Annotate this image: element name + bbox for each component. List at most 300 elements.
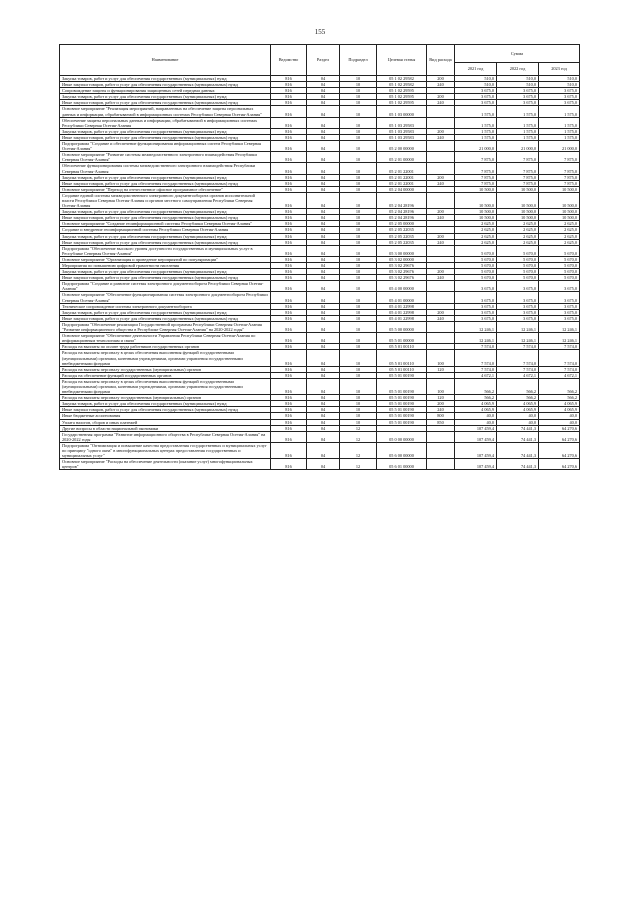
row-expense-type — [427, 333, 455, 344]
row-subsection: 10 — [340, 269, 377, 275]
row-section: 04 — [307, 281, 340, 292]
row-name: Основное мероприятие "Расходы на обеспечение деятельности (оказание услуг) многофункциональных центров" — [60, 459, 271, 470]
table-row — [60, 163, 580, 174]
row-section: 04 — [307, 315, 340, 321]
row-sum-2021: 40,0 — [455, 419, 497, 425]
row-sum-2022: 7 574,0 — [497, 350, 539, 366]
table-row — [60, 292, 580, 303]
row-subsection: 10 — [340, 221, 377, 227]
row-department: 816 — [271, 163, 307, 174]
row-target-item: 05 5 01 00110 — [377, 350, 427, 366]
row-expense-type — [427, 292, 455, 303]
row-department: 816 — [271, 245, 307, 256]
row-department: 816 — [271, 431, 307, 442]
row-expense-type: 100 — [427, 350, 455, 366]
row-section: 04 — [307, 76, 340, 82]
row-subsection: 10 — [340, 215, 377, 221]
row-subsection: 10 — [340, 281, 377, 292]
row-sum-2021: 1 575,0 — [455, 117, 497, 128]
row-sum-2023: 5 670,0 — [539, 256, 580, 262]
row-expense-type — [427, 431, 455, 442]
row-name: Расходы на выплаты персоналу государственных (муниципальных) органов — [60, 366, 271, 372]
row-sum-2023: 5 670,0 — [539, 269, 580, 275]
row-name: Закупка товаров, работ и услуг для обеспечения государственных (муниципальных) нужд — [60, 76, 271, 82]
row-name: Иные закупки товаров, работ и услуг для обеспечения государственных (муниципальных) нужд — [60, 407, 271, 413]
row-subsection: 10 — [340, 134, 377, 140]
row-expense-type — [427, 117, 455, 128]
row-department: 816 — [271, 263, 307, 269]
row-sum-2023: 1 575,0 — [539, 106, 580, 117]
row-name: Иные закупки товаров, работ и услуг для обеспечения государственных (муниципальных) нужд — [60, 82, 271, 88]
row-sum-2023: 566,2 — [539, 395, 580, 401]
row-target-item: 05 3 02 29676 — [377, 263, 427, 269]
table-row — [60, 321, 580, 332]
row-target-item: 05 2 05 00000 — [377, 221, 427, 227]
row-subsection: 10 — [340, 163, 377, 174]
row-expense-type: 240 — [427, 239, 455, 245]
row-sum-2023: 7 875,0 — [539, 152, 580, 163]
row-sum-2023: 5 670,0 — [539, 263, 580, 269]
row-department: 816 — [271, 315, 307, 321]
row-name: Иные закупки товаров, работ и услуг для обеспечения государственных (муниципальных) нужд — [60, 180, 271, 186]
row-sum-2021: 10 500,0 — [455, 209, 497, 215]
row-target-item: 05 2 01 22001 — [377, 180, 427, 186]
row-sum-2021: 3 675,0 — [455, 315, 497, 321]
row-section: 04 — [307, 350, 340, 366]
row-sum-2021: 3 675,0 — [455, 309, 497, 315]
row-subsection: 10 — [340, 186, 377, 192]
row-department: 816 — [271, 395, 307, 401]
row-department: 816 — [271, 269, 307, 275]
row-section: 04 — [307, 366, 340, 372]
row-department: 816 — [271, 76, 307, 82]
row-section: 04 — [307, 221, 340, 227]
table-row — [60, 378, 580, 394]
row-name: Создание единой системы межведомственного электронного документооборота органов исполнительной власти Республики Северная Осетия-Алания и органов местного самоуправления Республики Северная Осетия-Алания — [60, 192, 271, 208]
row-target-item: 05 2 05 22035 — [377, 233, 427, 239]
row-sum-2021: 7 875,0 — [455, 174, 497, 180]
row-department: 816 — [271, 88, 307, 94]
row-sum-2023: 21 000,0 — [539, 141, 580, 152]
row-sum-2022: 7 875,0 — [497, 163, 539, 174]
row-target-item: 05 5 01 00190 — [377, 401, 427, 407]
row-sum-2022: 7 574,0 — [497, 344, 539, 350]
row-department: 816 — [271, 227, 307, 233]
row-department: 816 — [271, 215, 307, 221]
row-target-item: 05 5 01 00000 — [377, 333, 427, 344]
table-row — [60, 459, 580, 470]
row-subsection: 12 — [340, 425, 377, 431]
row-department: 816 — [271, 100, 307, 106]
row-department: 816 — [271, 128, 307, 134]
row-department: 816 — [271, 221, 307, 227]
table-body — [60, 76, 580, 470]
row-subsection: 10 — [340, 152, 377, 163]
row-target-item: 05 4 01 00000 — [377, 292, 427, 303]
row-section: 04 — [307, 227, 340, 233]
row-sum-2022: 5 670,0 — [497, 256, 539, 262]
row-sum-2021: 5 670,0 — [455, 263, 497, 269]
row-section: 04 — [307, 106, 340, 117]
row-name: Иные закупки товаров, работ и услуг для обеспечения государственных (муниципальных) нужд — [60, 134, 271, 140]
row-sum-2022: 3 675,0 — [497, 100, 539, 106]
row-department: 816 — [271, 141, 307, 152]
row-section: 04 — [307, 192, 340, 208]
row-subsection: 10 — [340, 180, 377, 186]
row-sum-2021: 12 246,1 — [455, 321, 497, 332]
row-expense-type — [427, 163, 455, 174]
row-expense-type: 200 — [427, 128, 455, 134]
row-department: 816 — [271, 233, 307, 239]
row-subsection: 10 — [340, 94, 377, 100]
row-section: 04 — [307, 459, 340, 470]
row-sum-2023: 40,0 — [539, 419, 580, 425]
row-sum-2022: 1 575,0 — [497, 117, 539, 128]
row-sum-2021: 2 625,0 — [455, 227, 497, 233]
row-expense-type: 200 — [427, 94, 455, 100]
row-target-item: 05 4 00 00000 — [377, 281, 427, 292]
row-name: Обеспечение защиты персональных данных и информации, обрабатываемой в информационных системах Республики Северная Осетия-Алания — [60, 117, 271, 128]
row-target-item: 05 1 03 29583 — [377, 128, 427, 134]
row-sum-2023: 10 500,0 — [539, 192, 580, 208]
row-expense-type — [427, 459, 455, 470]
row-department: 816 — [271, 239, 307, 245]
budget-table — [59, 44, 580, 470]
row-target-item: 05 1 02 29582 — [377, 82, 427, 88]
row-name: Основное мероприятие "Переход на отечественное офисное программное обеспечение" — [60, 186, 271, 192]
row-expense-type: 800 — [427, 413, 455, 419]
row-subsection: 10 — [340, 141, 377, 152]
row-sum-2023: 5 670,0 — [539, 275, 580, 281]
row-target-item: 05 3 02 00000 — [377, 256, 427, 262]
row-expense-type: 240 — [427, 100, 455, 106]
row-sum-2023: 2 625,0 — [539, 233, 580, 239]
row-department: 816 — [271, 344, 307, 350]
row-subsection: 10 — [340, 333, 377, 344]
row-subsection: 10 — [340, 82, 377, 88]
row-department: 816 — [271, 94, 307, 100]
row-target-item: 05 3 00 00000 — [377, 245, 427, 256]
row-sum-2023: 40,0 — [539, 413, 580, 419]
row-expense-type: 120 — [427, 395, 455, 401]
row-expense-type: 120 — [427, 366, 455, 372]
row-expense-type: 100 — [427, 378, 455, 394]
row-section: 04 — [307, 309, 340, 315]
row-section: 04 — [307, 128, 340, 134]
row-section: 04 — [307, 141, 340, 152]
row-sum-2023: 7 875,0 — [539, 163, 580, 174]
row-target-item: 05 5 01 00190 — [377, 395, 427, 401]
row-sum-2023: 2 625,0 — [539, 227, 580, 233]
row-sum-2021: 2 625,0 — [455, 233, 497, 239]
row-target-item: 05 1 03 29583 — [377, 117, 427, 128]
row-sum-2021: 3 675,0 — [455, 100, 497, 106]
row-name: Уплата налогов, сборов и иных платежей — [60, 419, 271, 425]
row-department: 816 — [271, 209, 307, 215]
row-sum-2022: 5 670,0 — [497, 245, 539, 256]
row-sum-2023: 3 675,0 — [539, 309, 580, 315]
row-section: 04 — [307, 401, 340, 407]
row-expense-type: 240 — [427, 407, 455, 413]
row-expense-type — [427, 245, 455, 256]
row-department: 816 — [271, 152, 307, 163]
row-sum-2021: 107 459,4 — [455, 431, 497, 442]
row-department: 816 — [271, 321, 307, 332]
row-name: Основное мероприятие "Развитие системы межведомственного электронного взаимодействия Республики Северная Осетия-Алания" — [60, 152, 271, 163]
row-name: Закупка товаров, работ и услуг для обеспечения государственных (муниципальных) нужд — [60, 128, 271, 134]
row-target-item: 05 2 01 00000 — [377, 152, 427, 163]
row-sum-2022: 1 575,0 — [497, 106, 539, 117]
row-department: 816 — [271, 419, 307, 425]
row-department: 816 — [271, 413, 307, 419]
row-sum-2021: 10 500,0 — [455, 215, 497, 221]
row-expense-type: 240 — [427, 275, 455, 281]
row-sum-2022: 5 670,0 — [497, 275, 539, 281]
row-target-item: 05 1 02 29595 — [377, 94, 427, 100]
header-sum: Сумма — [455, 45, 580, 63]
row-sum-2021: 40,0 — [455, 413, 497, 419]
row-sum-2021: 3 675,0 — [455, 94, 497, 100]
row-sum-2023: 2 625,0 — [539, 221, 580, 227]
row-sum-2023: 3 675,0 — [539, 94, 580, 100]
row-expense-type: 240 — [427, 215, 455, 221]
row-name: Другие вопросы в области национальной экономики — [60, 425, 271, 431]
row-target-item: 05 0 00 00000 — [377, 431, 427, 442]
row-name: Иные закупки товаров, работ и услуг для обеспечения государственных (муниципальных) нужд — [60, 100, 271, 106]
row-sum-2023: 3 675,0 — [539, 303, 580, 309]
row-subsection: 10 — [340, 366, 377, 372]
row-section: 04 — [307, 82, 340, 88]
row-section: 04 — [307, 163, 340, 174]
page-number: 155 — [314, 28, 326, 36]
row-name: Расходы на обеспечение функций государственных органов — [60, 372, 271, 378]
row-sum-2022: 12 246,1 — [497, 321, 539, 332]
row-sum-2021: 1 575,0 — [455, 134, 497, 140]
row-section: 04 — [307, 431, 340, 442]
header-subsection: Подраздел — [340, 45, 377, 76]
row-section: 04 — [307, 152, 340, 163]
row-sum-2022: 7 875,0 — [497, 152, 539, 163]
row-name: Обеспечение функционирования системы межведомственного электронного взаимодействия Республики Северная Осетия-Алания — [60, 163, 271, 174]
row-name: Основное мероприятие "Организация и проведение мероприятий по популяризации" — [60, 256, 271, 262]
row-section: 04 — [307, 425, 340, 431]
row-sum-2022: 74 441,3 — [497, 425, 539, 431]
row-sum-2022: 3 675,0 — [497, 309, 539, 315]
row-name: Подпрограмма "Оптимизация и повышение качества предоставления государственных и муниципальных услуг по принципу "одного окна" в многофункциональных центрах предоставления государственных и муниципальных услуг" — [60, 442, 271, 458]
row-sum-2021: 21 000,0 — [455, 141, 497, 152]
row-department: 816 — [271, 292, 307, 303]
row-section: 04 — [307, 233, 340, 239]
row-department: 816 — [271, 180, 307, 186]
table-row — [60, 350, 580, 366]
row-target-item: 05 2 05 22035 — [377, 239, 427, 245]
row-subsection: 10 — [340, 372, 377, 378]
row-sum-2022: 566,2 — [497, 395, 539, 401]
row-sum-2023: 510,0 — [539, 76, 580, 82]
row-name: Мероприятия по повышению цифровой грамотности населения — [60, 263, 271, 269]
row-sum-2022: 3 675,0 — [497, 88, 539, 94]
row-sum-2022: 5 670,0 — [497, 269, 539, 275]
row-department: 816 — [271, 372, 307, 378]
row-sum-2023: 3 675,0 — [539, 100, 580, 106]
row-target-item: 05 2 01 22001 — [377, 174, 427, 180]
table-row — [60, 281, 580, 292]
row-target-item: 05 1 02 29595 — [377, 88, 427, 94]
row-sum-2021: 12 246,1 — [455, 333, 497, 344]
row-target-item: 05 2 05 22035 — [377, 227, 427, 233]
row-section: 04 — [307, 413, 340, 419]
row-subsection: 10 — [340, 76, 377, 82]
row-subsection: 10 — [340, 413, 377, 419]
row-expense-type — [427, 281, 455, 292]
row-name: Техническое сопровождение системы электронного документооборота — [60, 303, 271, 309]
row-sum-2022: 4 065,9 — [497, 401, 539, 407]
row-department: 816 — [271, 309, 307, 315]
row-name: Иные закупки товаров, работ и услуг для обеспечения государственных (муниципальных) нужд — [60, 239, 271, 245]
row-sum-2021: 5 670,0 — [455, 275, 497, 281]
row-sum-2022: 510,0 — [497, 82, 539, 88]
row-sum-2022: 510,0 — [497, 76, 539, 82]
row-subsection: 10 — [340, 209, 377, 215]
row-target-item: 05 4 01 22998 — [377, 303, 427, 309]
row-sum-2022: 3 675,0 — [497, 94, 539, 100]
row-sum-2021: 5 670,0 — [455, 245, 497, 256]
row-department: 816 — [271, 442, 307, 458]
row-subsection: 10 — [340, 419, 377, 425]
header-target-item: Целевая статья — [377, 45, 427, 76]
row-target-item: 05 1 02 29582 — [377, 76, 427, 82]
row-target-item: 05 6 01 00000 — [377, 459, 427, 470]
row-department: 816 — [271, 378, 307, 394]
row-section: 04 — [307, 186, 340, 192]
row-expense-type — [427, 106, 455, 117]
header-year-2022: 2022 год — [497, 63, 539, 76]
row-name: Основное мероприятие "Обеспечение функционирования системы электронного документооборота Республики Северная Осетия-Алания" — [60, 292, 271, 303]
row-expense-type: 200 — [427, 209, 455, 215]
row-name: Закупка товаров, работ и услуг для обеспечения государственных (муниципальных) нужд — [60, 309, 271, 315]
row-target-item: 05 3 02 29676 — [377, 275, 427, 281]
row-section: 04 — [307, 174, 340, 180]
row-sum-2022: 4 672,1 — [497, 372, 539, 378]
table-row — [60, 245, 580, 256]
row-name: Иные закупки товаров, работ и услуг для обеспечения государственных (муниципальных) нужд — [60, 275, 271, 281]
row-sum-2022: 7 574,0 — [497, 366, 539, 372]
row-sum-2023: 7 875,0 — [539, 180, 580, 186]
row-department: 816 — [271, 281, 307, 292]
row-subsection: 10 — [340, 233, 377, 239]
row-subsection: 10 — [340, 275, 377, 281]
row-sum-2022: 74 441,3 — [497, 459, 539, 470]
row-name: Подпрограмма "Создание и развитие системы электронного документооборота Республики Северная Осетия-Алания" — [60, 281, 271, 292]
row-name: Основное мероприятие "Создание геоинформационной системы Республики Северная Осетия-Алания" — [60, 221, 271, 227]
row-department: 816 — [271, 333, 307, 344]
row-subsection: 10 — [340, 321, 377, 332]
row-section: 04 — [307, 321, 340, 332]
row-section: 04 — [307, 344, 340, 350]
row-target-item: 05 1 03 29583 — [377, 134, 427, 140]
row-target-item: 05 4 01 22998 — [377, 315, 427, 321]
row-section: 04 — [307, 419, 340, 425]
row-sum-2021: 510,0 — [455, 76, 497, 82]
table-row — [60, 333, 580, 344]
row-sum-2023: 12 246,1 — [539, 333, 580, 344]
row-target-item: 05 5 01 00190 — [377, 413, 427, 419]
row-sum-2021: 566,2 — [455, 378, 497, 394]
row-target-item: 05 1 02 29595 — [377, 100, 427, 106]
row-subsection: 10 — [340, 350, 377, 366]
row-sum-2021: 3 675,0 — [455, 88, 497, 94]
row-sum-2021: 7 875,0 — [455, 180, 497, 186]
row-name: Закупка товаров, работ и услуг для обеспечения государственных (муниципальных) нужд — [60, 233, 271, 239]
row-subsection: 10 — [340, 100, 377, 106]
row-sum-2023: 3 675,0 — [539, 88, 580, 94]
row-sum-2021: 1 575,0 — [455, 106, 497, 117]
row-sum-2022: 7 875,0 — [497, 180, 539, 186]
row-department: 816 — [271, 134, 307, 140]
row-expense-type: 200 — [427, 269, 455, 275]
row-sum-2023: 5 670,0 — [539, 245, 580, 256]
row-sum-2021: 4 065,9 — [455, 407, 497, 413]
row-section: 04 — [307, 333, 340, 344]
row-subsection: 10 — [340, 344, 377, 350]
row-subsection: 10 — [340, 174, 377, 180]
row-subsection: 10 — [340, 128, 377, 134]
row-department: 816 — [271, 275, 307, 281]
row-department: 816 — [271, 350, 307, 366]
row-department: 816 — [271, 82, 307, 88]
row-sum-2023: 2 625,0 — [539, 239, 580, 245]
row-sum-2022: 2 625,0 — [497, 221, 539, 227]
row-department: 816 — [271, 407, 307, 413]
row-sum-2022: 3 675,0 — [497, 292, 539, 303]
header-expense-type: Вид расхода — [427, 45, 455, 76]
row-section: 04 — [307, 180, 340, 186]
row-sum-2023: 12 246,1 — [539, 321, 580, 332]
row-sum-2021: 2 625,0 — [455, 221, 497, 227]
row-sum-2022: 40,0 — [497, 413, 539, 419]
row-name: Подпрограмма "Обеспечение высокого уровня доступности государственных и муниципальных услуг в Республике Северная Осетия-Алания" — [60, 245, 271, 256]
table-row — [60, 431, 580, 442]
row-name: Подпрограмма "Создание и обеспечение функционирования информационных систем Республики Северная Осетия-Алания" — [60, 141, 271, 152]
row-expense-type: 240 — [427, 82, 455, 88]
row-name: Закупка товаров, работ и услуг для обеспечения государственных (муниципальных) нужд — [60, 94, 271, 100]
row-sum-2023: 1 575,0 — [539, 117, 580, 128]
row-expense-type — [427, 152, 455, 163]
row-sum-2023: 3 675,0 — [539, 281, 580, 292]
row-sum-2022: 10 500,0 — [497, 209, 539, 215]
row-target-item: 05 2 04 28196 — [377, 215, 427, 221]
row-sum-2023: 566,2 — [539, 378, 580, 394]
row-section: 04 — [307, 215, 340, 221]
row-subsection: 10 — [340, 315, 377, 321]
row-target-item: 05 2 00 00000 — [377, 141, 427, 152]
row-name: Расходы на выплаты по оплате труда работников государственных органов — [60, 344, 271, 350]
row-sum-2023: 64 270,6 — [539, 442, 580, 458]
row-subsection: 10 — [340, 106, 377, 117]
row-subsection: 10 — [340, 395, 377, 401]
row-expense-type: 200 — [427, 76, 455, 82]
row-sum-2021: 7 875,0 — [455, 163, 497, 174]
row-subsection: 10 — [340, 227, 377, 233]
row-subsection: 10 — [340, 256, 377, 262]
header-year-2021: 2021 год — [455, 63, 497, 76]
row-sum-2023: 4 065,9 — [539, 401, 580, 407]
row-name: Иные закупки товаров, работ и услуг для обеспечения государственных (муниципальных) нужд — [60, 315, 271, 321]
row-name: Закупка товаров, работ и услуг для обеспечения государственных (муниципальных) нужд — [60, 209, 271, 215]
row-section: 04 — [307, 269, 340, 275]
row-sum-2021: 5 670,0 — [455, 256, 497, 262]
row-expense-type — [427, 192, 455, 208]
